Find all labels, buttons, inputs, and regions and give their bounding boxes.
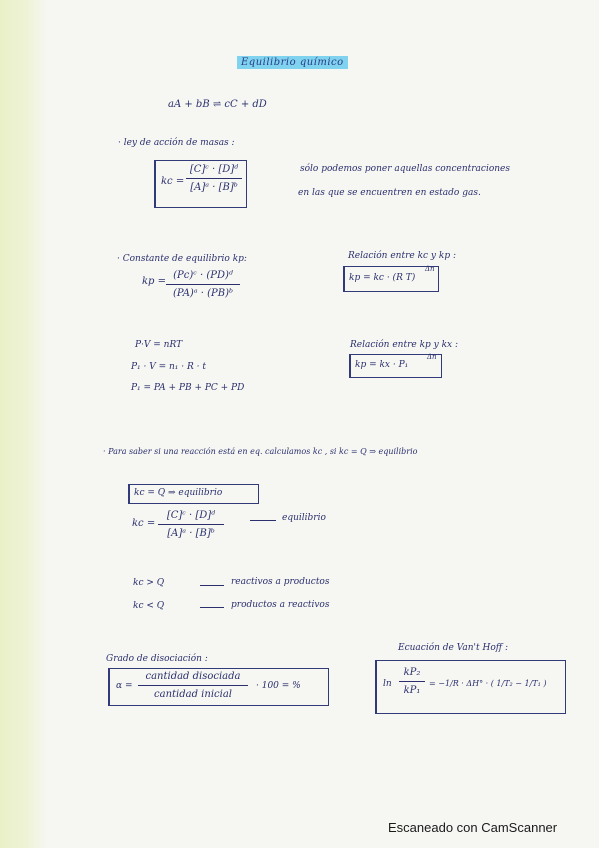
mass-action-note-1: sólo podemos poner aquellas concentraciones bbox=[300, 164, 510, 174]
fraction-numerator: (Pc)ᶜ · (PD)ᵈ bbox=[173, 270, 233, 281]
kc-fraction-lhs: kc = bbox=[132, 518, 156, 529]
fraction-bar bbox=[158, 524, 224, 525]
kc-q-text: kc = Q ⇒ equilibrio bbox=[134, 488, 223, 498]
dissociation-fraction bbox=[138, 671, 248, 700]
fraction-denominator: [A]ᵃ · [B]ᵇ bbox=[190, 182, 238, 193]
mass-action-fraction bbox=[186, 164, 242, 193]
paper-edge-shadow bbox=[0, 0, 48, 848]
dissociation-label: Grado de disociación : bbox=[106, 654, 208, 664]
pv-line-1: P·V = nRT bbox=[135, 340, 183, 350]
vant-hoff-rhs: = −1/R · ΔH° · ( 1/T₂ − 1/T₁ ) bbox=[429, 679, 547, 688]
vant-hoff-fraction bbox=[399, 667, 425, 696]
fraction-bar bbox=[186, 178, 242, 179]
kc-fraction-result: equilibrio bbox=[282, 513, 326, 523]
vant-hoff-ln: ln bbox=[383, 679, 392, 689]
rule-1-condition: kc > Q bbox=[133, 578, 165, 588]
rule-1-result: reactivos a productos bbox=[231, 577, 330, 587]
kc-fraction bbox=[158, 510, 224, 539]
kp-kx-box bbox=[349, 354, 442, 378]
rule-2-result: productos a reactivos bbox=[231, 600, 330, 610]
kc-kp-formula: kp = kc · (R T) bbox=[349, 273, 416, 283]
kp-kx-exponent: Δn bbox=[427, 353, 437, 361]
fraction-denominator: kP₁ bbox=[403, 685, 421, 696]
dissociation-tail: · 100 = % bbox=[256, 681, 301, 691]
vant-hoff-label: Ecuación de Van't Hoff : bbox=[398, 643, 509, 653]
kc-lhs: kc = bbox=[161, 176, 185, 187]
fraction-denominator: (PA)ᵃ · (PB)ᵇ bbox=[172, 288, 233, 299]
kc-q-box bbox=[128, 484, 259, 504]
fraction-numerator: [C]ᶜ · [D]ᵈ bbox=[189, 164, 239, 175]
mass-action-label: · ley de acción de masas : bbox=[118, 138, 235, 148]
equilibrium-check-text: · Para saber si una reacción está en eq. calculamos kc , si kc = Q ⇒ equilibrio bbox=[103, 447, 418, 456]
kp-fraction bbox=[166, 270, 240, 299]
scanner-watermark: Escaneado con CamScanner bbox=[388, 820, 558, 835]
mass-action-note-2: en las que se encuentren en estado gas. bbox=[298, 188, 481, 198]
fraction-numerator: kP₂ bbox=[403, 667, 421, 678]
kp-kx-formula: kp = kx · P₁ bbox=[355, 360, 409, 370]
alpha-lhs: α = bbox=[116, 681, 133, 691]
reaction-equation: aA + bB ⇌ cC + dD bbox=[168, 99, 267, 110]
arrow-icon bbox=[250, 520, 276, 521]
kc-kp-label: Relación entre kc y kp : bbox=[348, 251, 456, 261]
pv-line-3: P₁ = PA + PB + PC + PD bbox=[131, 383, 245, 393]
rule-2-condition: kc < Q bbox=[133, 601, 165, 611]
page-title: Equilibrio químico bbox=[237, 56, 348, 69]
kp-kx-label: Relación entre kp y kx : bbox=[350, 340, 459, 350]
fraction-denominator: [A]ᵃ · [B]ᵇ bbox=[167, 528, 215, 539]
fraction-bar bbox=[166, 284, 240, 285]
fraction-denominator: cantidad inicial bbox=[154, 689, 232, 700]
arrow-icon bbox=[200, 607, 224, 608]
fraction-numerator: cantidad disociada bbox=[145, 671, 241, 682]
fraction-bar bbox=[399, 681, 425, 682]
mass-action-box bbox=[154, 160, 247, 208]
arrow-icon bbox=[200, 585, 224, 586]
fraction-numerator: [C]ᶜ · [D]ᵈ bbox=[166, 510, 216, 521]
fraction-bar bbox=[138, 685, 248, 686]
kc-kp-box bbox=[343, 266, 439, 292]
pv-line-2: P₁ · V = n₁ · R · t bbox=[131, 362, 206, 372]
kc-kp-exponent: Δn bbox=[425, 265, 435, 273]
vant-hoff-box bbox=[375, 660, 566, 714]
kp-lhs: kp = bbox=[142, 276, 167, 287]
dissociation-box bbox=[108, 668, 329, 706]
kp-label: · Constante de equilibrio kp: bbox=[117, 254, 247, 264]
